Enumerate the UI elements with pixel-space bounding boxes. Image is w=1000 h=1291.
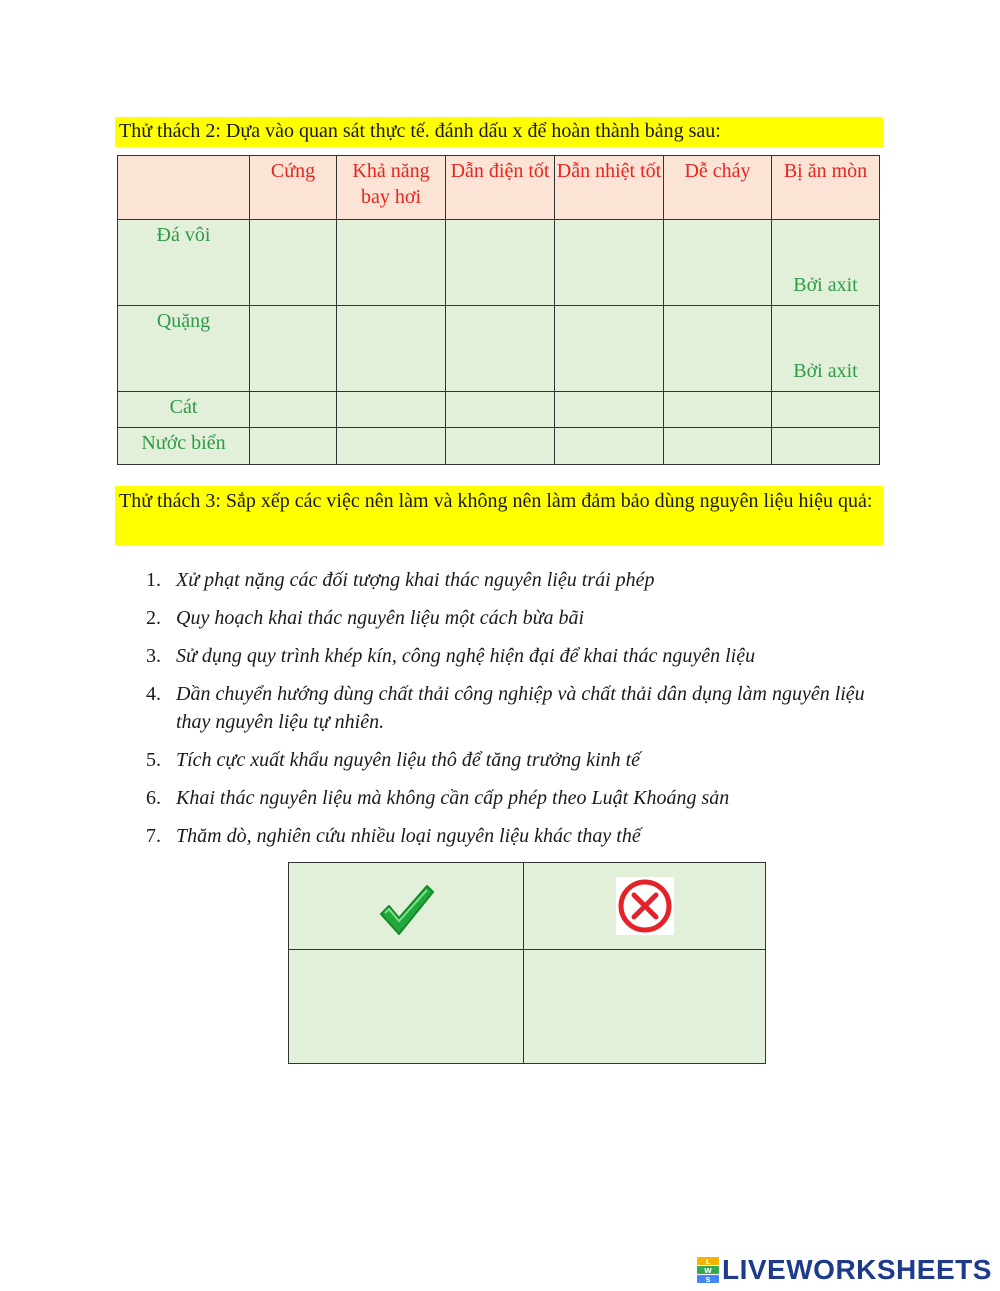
answer-cell[interactable] (337, 392, 446, 428)
table-row (118, 306, 880, 392)
item-number: 6. (146, 787, 161, 809)
column-header: Cứng (250, 156, 337, 220)
answer-cell[interactable] (250, 220, 337, 306)
corner-cell (118, 156, 250, 220)
list-item[interactable] (146, 784, 866, 812)
column-header: Dẫn điện tốt (446, 156, 555, 220)
answer-cell[interactable] (664, 392, 772, 428)
answer-cell[interactable] (555, 392, 664, 428)
item-number: 7. (146, 825, 161, 847)
answer-cell[interactable] (555, 428, 664, 465)
answer-cell[interactable] (664, 220, 772, 306)
answer-cell[interactable] (337, 306, 446, 392)
column-header: Khả năng bay hơi (337, 156, 446, 220)
answer-cell[interactable] (446, 220, 555, 306)
item-number: 3. (146, 645, 161, 667)
answer-cell[interactable] (337, 220, 446, 306)
answer-cell[interactable] (772, 306, 880, 392)
sorting-table (288, 862, 766, 1064)
list-item[interactable] (146, 746, 866, 774)
logo-badge-letter: L (705, 1258, 711, 1266)
item-number: 5. (146, 749, 161, 771)
properties-table (117, 155, 880, 465)
answer-cell[interactable] (446, 306, 555, 392)
cell-note: Bởi axit (793, 360, 858, 382)
table-row (118, 220, 880, 306)
item-text: Thăm dò, nghiên cứu nhiều loại nguyên liệu khác thay thế (176, 825, 641, 847)
answer-cell[interactable] (555, 306, 664, 392)
cross-circle-icon (616, 877, 674, 935)
list-item[interactable] (146, 680, 866, 736)
item-text: Khai thác nguyên liệu mà không cần cấp phép theo Luật Khoáng sản (176, 787, 730, 809)
item-text: Quy hoạch khai thác nguyên liệu một cách bừa bãi (176, 607, 585, 629)
do-header-cell (289, 863, 524, 950)
answer-cell[interactable] (664, 428, 772, 465)
challenge-2-heading: Thử thách 2: Dựa vào quan sát thực tế. đánh dấu x để hoàn thành bảng sau: (115, 117, 883, 147)
table-row (118, 392, 880, 428)
row-label: Nước biển (118, 428, 250, 465)
logo-badge-icon (697, 1257, 719, 1283)
list-item[interactable] (146, 566, 866, 594)
cell-note: Bởi axit (793, 274, 858, 296)
column-header: Dễ cháy (664, 156, 772, 220)
dont-drop-zone[interactable] (524, 950, 766, 1064)
challenge-3-heading: Thử thách 3: Sắp xếp các việc nên làm và không nên làm đảm bảo dùng nguyên liệu hiệu quả: (115, 486, 883, 545)
column-header: Dẫn nhiệt tốt (555, 156, 664, 220)
answer-cell[interactable] (664, 306, 772, 392)
answer-cell[interactable] (446, 392, 555, 428)
list-item[interactable] (146, 604, 866, 632)
answer-cell[interactable] (446, 428, 555, 465)
row-label: Đá vôi (118, 220, 250, 306)
item-text: Sử dụng quy trình khép kín, công nghệ hiện đại để khai thác nguyên liệu (176, 645, 756, 667)
item-text: Dần chuyển hướng dùng chất thải công nghiệp và chất thải dân dụng làm nguyên liệu thay nguyên liệu tự nhiên. (176, 683, 865, 733)
check-icon (377, 880, 435, 938)
answer-cell[interactable] (250, 392, 337, 428)
item-text: Xử phạt nặng các đối tượng khai thác nguyên liệu trái phép (176, 569, 655, 591)
liveworksheets-logo (697, 1255, 992, 1285)
item-text: Tích cực xuất khẩu nguyên liệu thô để tăng trưởng kinh tế (176, 749, 641, 771)
table-header-row (118, 156, 880, 220)
logo-text: LIVEWORKSHEETS (722, 1254, 992, 1285)
answer-cell[interactable] (772, 392, 880, 428)
row-label: Cát (118, 392, 250, 428)
row-label: Quặng (118, 306, 250, 392)
column-header: Bị ăn mòn (772, 156, 880, 220)
answer-cell[interactable] (772, 428, 880, 465)
logo-badge-letter: S (705, 1276, 711, 1283)
do-drop-zone[interactable] (289, 950, 524, 1064)
task-list (146, 566, 866, 860)
item-number: 4. (146, 683, 161, 705)
answer-cell[interactable] (337, 428, 446, 465)
answer-cell[interactable] (250, 428, 337, 465)
logo-badge-letter: W (704, 1267, 712, 1275)
list-item[interactable] (146, 822, 866, 850)
item-number: 1. (146, 569, 161, 591)
answer-cell[interactable] (555, 220, 664, 306)
item-number: 2. (146, 607, 161, 629)
table-row (118, 428, 880, 465)
list-item[interactable] (146, 642, 866, 670)
answer-cell[interactable] (250, 306, 337, 392)
dont-header-cell (524, 863, 766, 950)
answer-cell[interactable] (772, 220, 880, 306)
